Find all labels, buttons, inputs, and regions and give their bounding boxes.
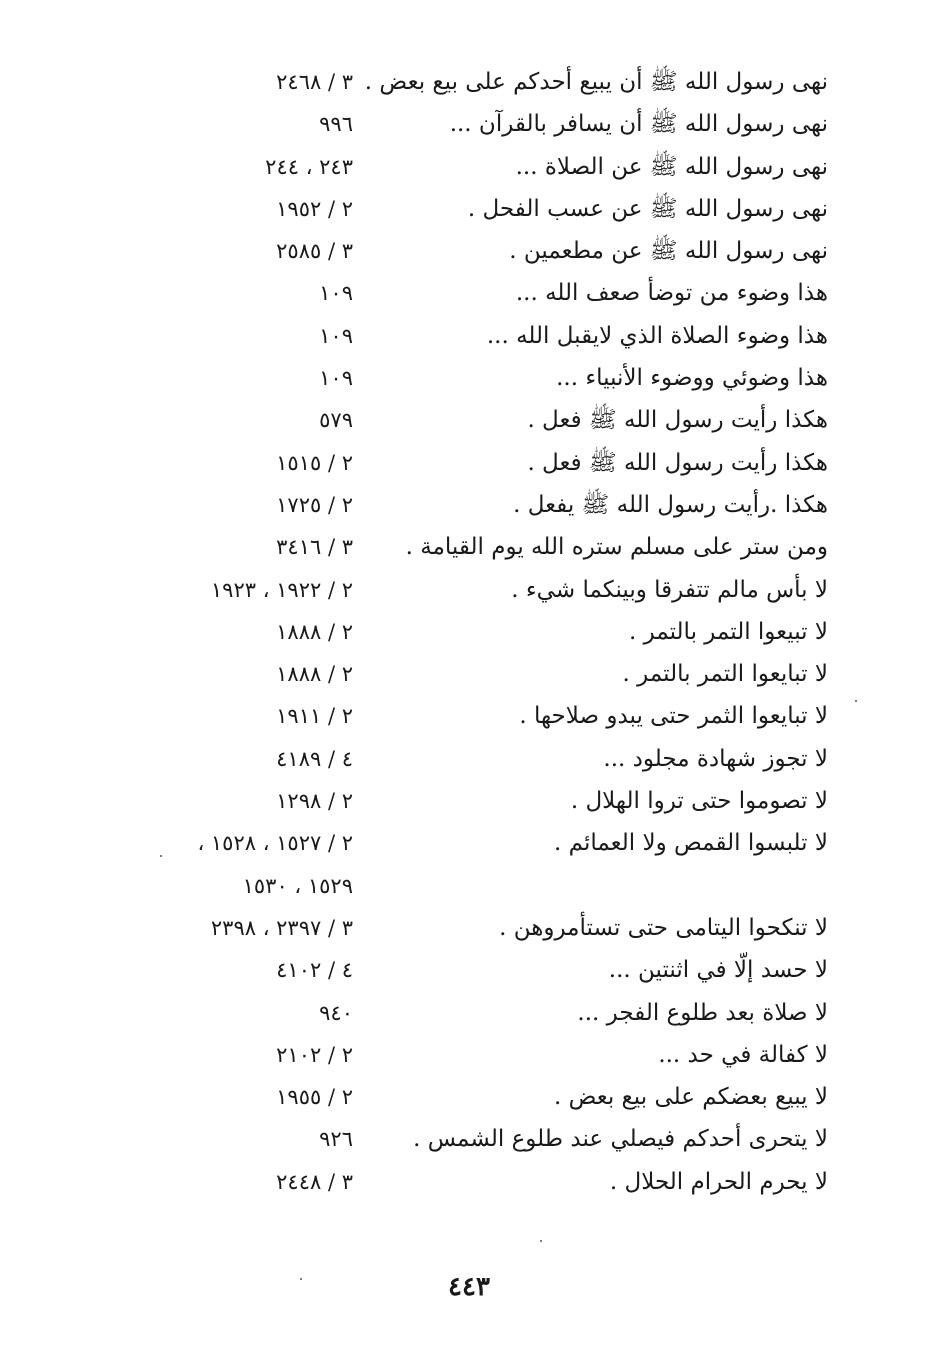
index-entry <box>0 781 938 823</box>
entry-text: لا تلبسوا القمص ولا العمائم . <box>554 830 828 857</box>
entry-reference: ٢ / ١٨٨٨ <box>276 662 353 687</box>
entry-reference: ٢ / ١٥١٥ <box>276 450 353 475</box>
index-entry <box>0 1035 938 1077</box>
entry-reference: ١٠٩ <box>319 366 353 391</box>
entry-text: لا يحرم الحرام الحلال . <box>609 1168 828 1195</box>
index-entry <box>0 612 938 654</box>
entry-text: نهى رسول الله ﷺ عن عسب الفحل . <box>467 195 828 222</box>
entry-reference: ٤ / ٤١٨٩ <box>276 746 353 771</box>
index-entry <box>0 358 938 400</box>
index-entry <box>0 273 938 315</box>
entry-text: ومن ستر على مسلم ستره الله يوم القيامة . <box>405 534 828 561</box>
scan-speck <box>160 855 162 857</box>
entry-text: نهى رسول الله ﷺ عن الصلاة ... <box>515 153 828 180</box>
entry-text: هكذا .رأيت رسول الله ﷺ يفعل . <box>513 491 828 518</box>
entry-reference: ٢ / ١٩١١ <box>276 704 353 729</box>
entry-reference: ٩٢٦ <box>319 1127 353 1152</box>
entry-text: هذا وضوء من توضأ صعف الله ... <box>515 280 828 307</box>
index-entry <box>0 316 938 358</box>
scan-speck <box>855 700 857 702</box>
entry-text: هكذا رأيت رسول الله ﷺ فعل . <box>527 449 828 476</box>
index-entry <box>0 485 938 527</box>
entry-reference: ٣ / ٣٤١٦ <box>276 535 353 560</box>
entry-text: لا تبايعوا التمر بالتمر . <box>622 661 828 688</box>
index-entry <box>0 62 938 104</box>
entry-text: نهى رسول الله ﷺ عن مطعمين . <box>509 238 828 265</box>
entry-reference: ٢ / ٢١٠٢ <box>276 1042 353 1067</box>
index-entry <box>0 527 938 569</box>
entry-text: نهى رسول الله ﷺ أن يسافر بالقرآن ... <box>449 111 828 138</box>
entry-text: هذا وضوء الصلاة الذي لايقبل الله ... <box>486 322 828 349</box>
page-number: ٤٤٣ <box>448 1272 490 1302</box>
entry-reference: ٢ / ١٨٨٨ <box>276 619 353 644</box>
index-entry <box>0 570 938 612</box>
entry-text: لا بأس مالم تتفرقا وبينكما شيء . <box>511 576 828 603</box>
index-entry <box>0 654 938 696</box>
entry-reference: ٣ / ٢٣٩٧ ، ٢٣٩٨ <box>210 915 353 940</box>
entry-reference: ٢ / ١٩٥٢ <box>276 196 353 221</box>
index-entry <box>0 231 938 273</box>
index-entry <box>0 696 938 738</box>
index-entry <box>0 443 938 485</box>
index-entry <box>0 104 938 146</box>
entry-reference: ٢ / ١٥٢٧ ، ١٥٢٨ ، <box>197 831 353 856</box>
index-entry <box>0 189 938 231</box>
entry-reference: ٣ / ٢٤٦٨ <box>276 70 353 94</box>
entry-reference: ٢ / ١٧٢٥ <box>276 492 353 517</box>
entry-text: هذا وضوئي ووضوء الأنبياء ... <box>556 365 828 392</box>
entry-reference: ٥٧٩ <box>319 408 353 433</box>
index-entry <box>0 823 938 865</box>
entry-text: لا تجوز شهادة مجلود ... <box>603 745 828 772</box>
entry-reference: ٣ / ٢٤٤٨ <box>276 1169 353 1194</box>
entry-text: نهى رسول الله ﷺ أن يبيع أحدكم على بيع بعض . <box>364 69 828 95</box>
entry-text: لا يبيع بعضكم على بيع بعض . <box>553 1084 828 1111</box>
entry-text: لا تصوموا حتى تروا الهلال . <box>570 788 828 815</box>
entry-text: لا كفالة في حد ... <box>658 1041 828 1068</box>
entry-text: هكذا رأيت رسول الله ﷺ فعل . <box>527 407 828 434</box>
entry-reference: ٩٩٦ <box>319 112 353 137</box>
entry-reference: ٤ / ٤١٠٢ <box>276 958 353 983</box>
entry-text: لا تبايعوا الثمر حتى يبدو صلاحها . <box>519 703 828 730</box>
index-entry <box>0 400 938 442</box>
index-entry <box>0 1077 938 1119</box>
entry-text: لا صلاة بعد طلوع الفجر ... <box>577 999 828 1026</box>
index-entry <box>0 866 938 908</box>
entry-text: لا تبيعوا التمر بالتمر . <box>629 618 828 645</box>
entry-text: لا حسد إلّا في اثنتين ... <box>608 957 828 984</box>
index-entry <box>0 908 938 950</box>
entry-text: لا تنكحوا اليتامى حتى تستأمروهن . <box>499 914 828 941</box>
entry-reference: ٩٤٠ <box>319 1000 353 1025</box>
entry-reference: ١٠٩ <box>319 281 353 306</box>
entry-reference: ١٠٩ <box>319 323 353 348</box>
index-entry <box>0 1162 938 1204</box>
index-entry <box>0 1119 938 1161</box>
entry-reference: ١٥٢٩ ، ١٥٣٠ <box>242 873 353 898</box>
index-entry <box>0 993 938 1035</box>
scan-speck <box>300 1278 302 1280</box>
entry-reference: ٢ / ١٩٥٥ <box>276 1085 353 1110</box>
entry-text: لا يتحرى أحدكم فيصلي عند طلوع الشمس . <box>413 1126 828 1153</box>
index-entry <box>0 739 938 781</box>
index-entry <box>0 147 938 189</box>
index-entry <box>0 950 938 992</box>
entry-reference: ٢٤٣ ، ٢٤٤ <box>265 154 353 179</box>
scan-speck <box>540 1240 542 1242</box>
index-list <box>0 62 938 1204</box>
entry-reference: ٢ / ١٩٢٢ ، ١٩٢٣ <box>210 577 353 602</box>
entry-reference: ٢ / ١٢٩٨ <box>276 789 353 814</box>
entry-reference: ٣ / ٢٥٨٥ <box>276 239 353 264</box>
